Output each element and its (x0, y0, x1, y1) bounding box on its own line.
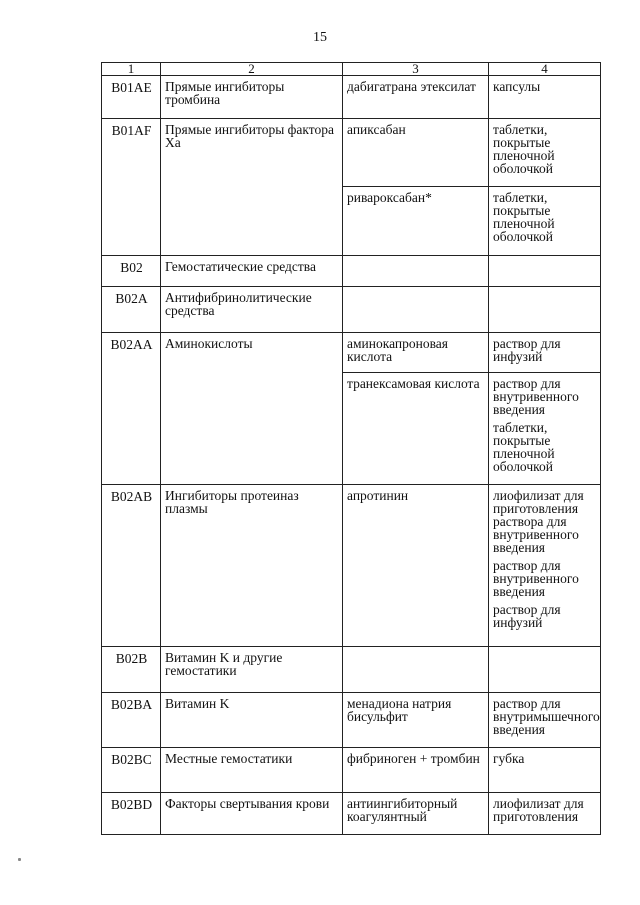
page-number: 15 (313, 30, 327, 45)
drug-name: апротинин (347, 488, 409, 503)
table-row (102, 693, 601, 748)
drug-name: менадиона натрия бисульфит (347, 696, 452, 724)
group-name: Ингибиторы протеиназ плазмы (165, 488, 299, 516)
scan-speck (18, 858, 21, 861)
table-row (102, 793, 601, 835)
drug-name: аминокапроновая кислота (347, 336, 448, 364)
group-name: Витамин K (165, 696, 230, 711)
table-row (102, 76, 601, 119)
drug-name: дабигатрана этексилат (347, 79, 476, 94)
table-row (102, 333, 601, 373)
group-name: Местные гемостатики (165, 751, 293, 766)
dosage-form: раствор для внутримышечного введения (493, 696, 600, 737)
drug-name: антиингибиторный коагулянтный (347, 796, 458, 824)
table-row (102, 256, 601, 287)
drug-name: ривароксабан* (347, 190, 432, 205)
group-name: Прямые ингибиторы тромбина (165, 79, 285, 107)
dosage-form: таблетки, покрытые пленочной оболочкой (493, 420, 555, 474)
drug-table (101, 62, 601, 835)
dosage-form: губка (493, 751, 525, 766)
drug-name: фибриноген + тромбин (347, 751, 480, 766)
atc-code: B02BA (110, 697, 153, 712)
dosage-form: раствор для внутривенного введения (493, 558, 579, 599)
table-row (102, 748, 601, 793)
atc-code: B02AB (110, 489, 153, 504)
atc-code: B02BD (110, 797, 153, 812)
column-header: 2 (161, 63, 343, 76)
dosage-form: раствор для инфузий (493, 336, 561, 364)
atc-code: B02BC (111, 752, 152, 767)
table-row (102, 485, 601, 647)
group-name: Факторы свертывания крови (165, 796, 330, 811)
atc-code: B02 (120, 260, 143, 275)
table-row (102, 287, 601, 333)
dosage-form: таблетки, покрытые пленочной оболочкой (493, 190, 555, 244)
drug-name: транексамовая кислота (347, 376, 480, 391)
column-header: 4 (489, 63, 601, 76)
dosage-form: лиофилизат для приготовления раствора для внутривенного введения (493, 488, 584, 555)
atc-code: B01AE (111, 80, 152, 95)
dosage-form: капсулы (493, 79, 541, 94)
dosage-form: лиофилизат для приготовления (493, 796, 584, 824)
atc-code: B01AF (111, 123, 152, 138)
column-header: 3 (343, 63, 489, 76)
table-row (102, 647, 601, 693)
dosage-form: таблетки, покрытые пленочной оболочкой (493, 122, 555, 176)
dosage-form: раствор для внутривенного введения (493, 376, 579, 417)
group-name: Антифибринолитические средства (165, 290, 312, 318)
atc-code: B02AA (110, 337, 153, 352)
group-name: Гемостатические средства (165, 259, 316, 274)
atc-code: B02A (115, 291, 148, 306)
atc-code: B02B (115, 651, 148, 666)
table-row (102, 119, 601, 187)
group-name: Прямые ингибиторы фактора Xa (165, 122, 334, 150)
group-name: Витамин K и другие гемостатики (165, 650, 283, 678)
table-header-row (102, 63, 601, 76)
dosage-form: раствор для инфузий (493, 602, 561, 630)
drug-name: апиксабан (347, 122, 406, 137)
group-name: Аминокислоты (165, 336, 253, 351)
column-header: 1 (102, 63, 161, 76)
